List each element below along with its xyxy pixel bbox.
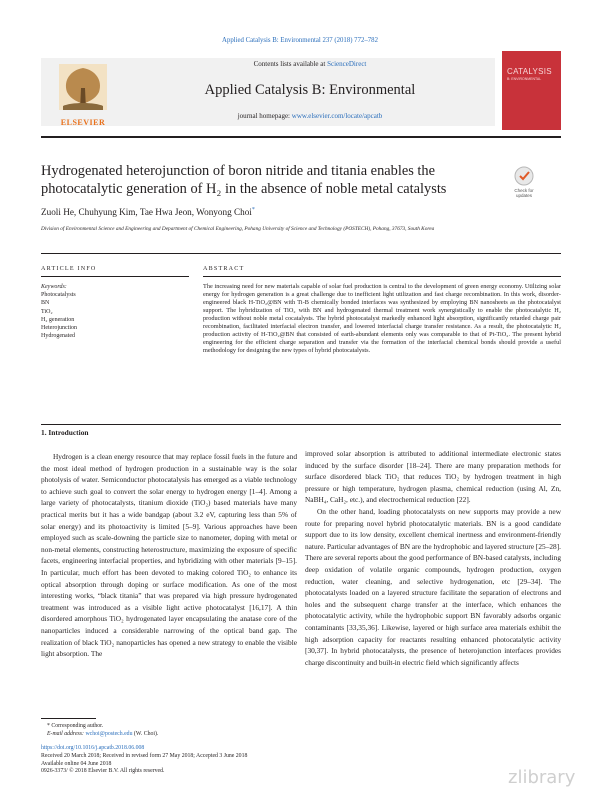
- keywords-label: Keywords:: [41, 284, 67, 290]
- footnote-rule: [41, 718, 96, 719]
- header-rule: [41, 136, 561, 138]
- journal-cover-image[interactable]: [502, 51, 561, 130]
- doi-link[interactable]: https://doi.org/10.1016/j.apcatb.2018.06.008: [41, 745, 145, 751]
- journal-homepage: journal homepage: www.elsevier.com/locate/apcatb: [237, 112, 383, 120]
- abstract-rule: [203, 276, 561, 277]
- elsevier-tree-logo: [41, 58, 125, 126]
- elsevier-wordmark: ELSEVIER: [60, 118, 106, 127]
- journal-title: Applied Catalysis B: Environmental: [204, 82, 416, 98]
- abstract-end-rule: [41, 424, 561, 425]
- keyword: H₂ generation: [41, 316, 75, 323]
- keyword: TiO₂: [41, 308, 53, 315]
- cover-title: CATALYSIS: [507, 67, 552, 76]
- sciencedirect-link[interactable]: ScienceDirect: [327, 60, 367, 68]
- corresponding-author-mark[interactable]: *: [251, 207, 255, 213]
- keyword: BN: [41, 300, 50, 307]
- footnotes: [41, 722, 341, 738]
- keyword: Photocatalysts: [41, 292, 76, 299]
- article-info-heading: ARTICLE INFO: [41, 266, 97, 272]
- email-line: E-mail address: wchoi@postech.edu (W. Choi).: [47, 731, 159, 738]
- keywords-list: [41, 283, 189, 340]
- journal-reference[interactable]: Applied Catalysis B: Environmental 237 (2018) 772–782: [222, 37, 378, 44]
- abstract-text: The increasing need for new materials capable of solar fuel production is central to the development of green energy economy. Utilizing solar energy for hydrogen generation is a great challenge due to inefficient light utilization and fast charge recombination. In this work, disorder-engineered black H-TiO₂@BN with Ti-B chemically bonded interfaces was synthesized by employing BN nanosheets as the photocatalyst support. The hybridization of TiO₂ with BN and hydrogenated thermal treatment work synergistically to enable the photocatalytic H₂ production without noble metal cocatalysts. The hybrid photocatalyst markedly enhanced light absorption, significantly retarded charge pair recombination, facilitated interfacial electron transfer, and lowered interfacial charge transfer resistance. As a result, the photocatalytic H₂ production activity of H-TiO₂@BN that consisted of earth-abundant elements only was comparable to that of Pt-TiO₂. The present hybrid engineering for the efficient charge separation and transfer via the formation of the interfacial chemical bonds should provide a useful methodology for designing the new types of hybrid photocatalysts.: [203, 283, 561, 355]
- publication-info: [41, 745, 341, 776]
- introduction-heading: 1. Introduction: [41, 428, 89, 437]
- check-for-updates-badge[interactable]: [506, 164, 542, 202]
- article-title: Hydrogenated heterojunction of boron nitride and titania enables the photocatalytic generation of H₂ in the absence of noble metal catalysts: [41, 163, 447, 197]
- corresponding-author-note: * Corresponding author.: [47, 723, 104, 729]
- email-link[interactable]: wchoi@postech.edu: [85, 731, 133, 738]
- copyright-line: 0926-3373/ © 2018 Elsevier B.V. All rights reserved.: [41, 768, 165, 775]
- body-column-right: [305, 448, 561, 668]
- article-info-rule: [41, 276, 189, 277]
- contents-line: Contents lists available at ScienceDirect: [253, 60, 367, 68]
- body-paragraph: improved solar absorption is attributed to additional intermediate electronic states induced by the surface disorder [18–24]. There are many preparation methods for surface disordered black TiO₂ that reduces TiO₂ by hydrogen treatment in high pressure or high temperature, hydrogen plasma, chemical reduction (using Al, Zn, NaBH₄, CaH₂, etc.), and electrochemical reduction [22].: [305, 449, 561, 505]
- received-dates: Received 20 March 2018; Received in revised form 27 May 2018; Accepted 3 June 2018: [41, 752, 248, 759]
- homepage-link[interactable]: www.elsevier.com/locate/apcatb: [291, 112, 383, 120]
- badge-label: Check for updates: [514, 188, 534, 198]
- body-column-left: [41, 451, 297, 660]
- keyword: Hydrogenated: [41, 333, 75, 340]
- zlibrary-watermark: zlibrary: [508, 767, 576, 788]
- keyword: Heterojunction: [41, 325, 77, 332]
- section-rule: [41, 253, 561, 254]
- available-date: Available online 04 June 2018: [41, 760, 112, 767]
- body-paragraph: On the other hand, loading photocatalysts on new supports may provide a new route for preparing novel hybrid photocatalytic materials. BN is a good candidate support due to its low density, excellent chemical inertness and environment-friendly nature. Particular advantages of BN are the hydrophobic and layered structure [25–28]. There are several reports about the good performance of BN-based catalysts, including deep oxidation of volatile organic compounds, hydrogen production, oxygen reduction, water cleaning, and selective hydrogenation, etc [29–34]. The photocatalysts loaded on a layered structure facilitate the separation of electrons and holes and the subsequent charge transfer at the interface, which enhances the photocatalytic activity, while the hydrophobic support BN favorably adsorbs organic contaminants [33,35,36]. Likewise, layered or high surface area materials exhibit the high adsorption capacity for reactants resulting enhanced photocatalytic activity [30,37]. In hybrid photocatalysts, the presence of heterojunction interfaces provides charge discontinuity and built-in electric field which significantly affects: [305, 506, 561, 667]
- body-paragraph: Hydrogen is a clean energy resource that may replace fossil fuels in the future and the most ideal method of hydrogen production in a sustainable way is the solar photolysis of water. Semiconductor photocatalysis has emerged as a viable technology to achieve such goal to convert the solar energy to hydrogen energy [1–4]. Among a large variety of photocatalysts, titanium dioxide (TiO₂) based materials have many practical merits but it has a wide bandgap (about 3.2 eV, capturing less than 5% of solar energy) and its photoactivity is limited [5–9]. Various approaches have been employed such as scale-downing the particle size to nanometer, doping with metal or non-metal elements, constructing heterostructure, maximizing the exposure of specific facets, engineering interfacial properties, and hybridizing with other materials [9–15]. In particular, much effort has been devoted to making colored TiO₂ to enhance its optical absorption through doping or surface modification. As one of the most interesting works, “black titania” that was prepared via high pressure hydrogenated treatment was introduced as a visible light active photocatalyst [16,17]. A thin disordered amorphous TiO₂ hydrogenated layer encapsulating the anatase core of the nanoparticles induced a considerable narrowing of the optical band gap. The realization of black TiO₂ nanoparticles has opened a new strategy to enable the visible light absorption. The: [41, 452, 297, 659]
- cover-subtitle: B: ENVIRONMENTAL: [507, 77, 542, 81]
- affiliation: Division of Environmental Science and Engineering and Department of Chemical Engineering, Pohang University of Science and Technology (POSTECH), Pohang, 37673, South Korea: [41, 226, 435, 232]
- abstract-heading: ABSTRACT: [203, 266, 245, 272]
- author-list: Zuoli He, Chuhyung Kim, Tae Hwa Jeon, Wonyong Choi*: [41, 207, 255, 218]
